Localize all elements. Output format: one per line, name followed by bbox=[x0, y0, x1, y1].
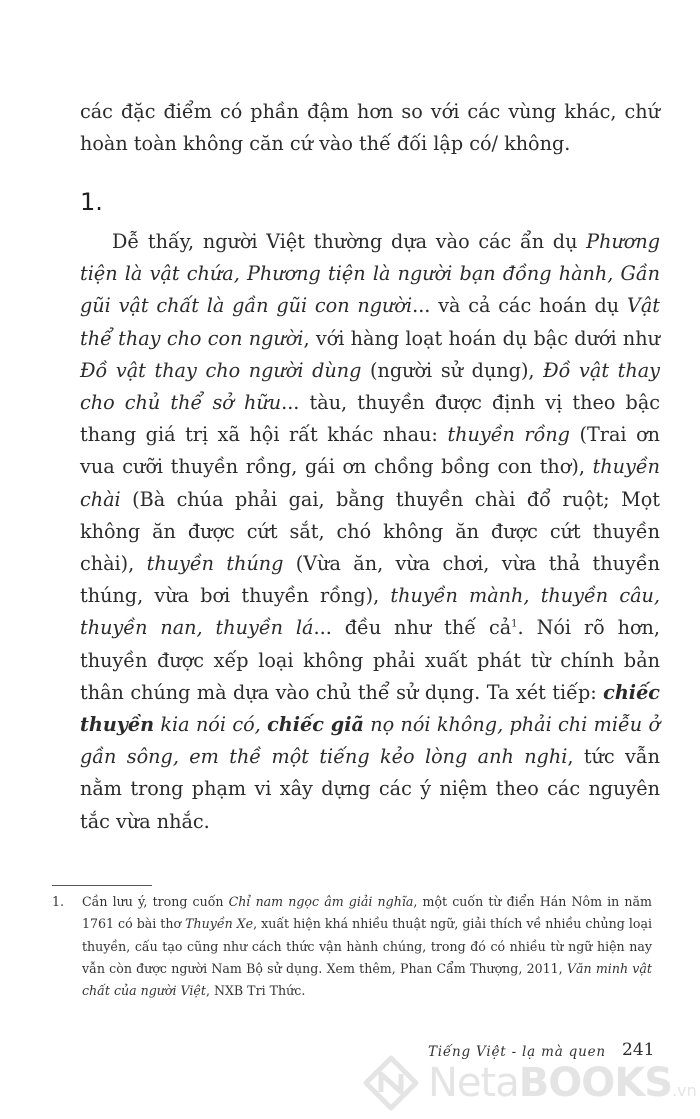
italic-run: Vật thể thay cho con người bbox=[80, 294, 660, 350]
text-run: ... đều như thế cả bbox=[313, 616, 512, 640]
watermark-tld: .vn bbox=[672, 1081, 697, 1100]
text-run: Cần lưu ý, trong cuốn bbox=[82, 894, 229, 909]
italic-run: Đồ vật thay cho người dùng bbox=[80, 358, 362, 382]
italic-run: thuyền mành, thuyền câu, thuyền nan, thuyền lá bbox=[80, 584, 660, 640]
footnote bbox=[52, 891, 652, 1002]
footnote-divider bbox=[52, 885, 152, 886]
text-run: (Bà chúa phải gai, bằng thuyền chài đổ ruột; Mọt không ăn được cứt sắt, chó không ăn được cứt thuyền chài), bbox=[80, 487, 660, 576]
text-run: Dễ thấy, người Việt thường dựa vào các ẩn dụ bbox=[112, 230, 587, 253]
text-run: , tức vẫn nằm trong phạm vi xây dựng các ý niệm theo các nguyên tắc vừa nhắc. bbox=[80, 745, 660, 833]
paragraph-continued: các đặc điểm có phần đậm hơn so với các vùng khác, chứ hoàn toàn không căn cứ vào thế đối lập có/ không. bbox=[80, 100, 660, 156]
bold-italic-run: chiếc giã bbox=[267, 713, 364, 737]
footnote-number: 1. bbox=[52, 894, 65, 909]
footnote-text bbox=[82, 891, 652, 1002]
text-run: . Nói rõ hơn, thuyền được xếp loại không phải xuất phát từ chính bản thân chúng mà dựa vào chủ thể sử dụng. Ta xét tiếp: bbox=[80, 616, 661, 704]
text-run: ... và cả các hoán dụ bbox=[412, 294, 627, 318]
footnote-ref[interactable]: 1 bbox=[511, 619, 518, 631]
italic-run: Phương tiện là vật chứa, Phương tiện là người bạn đồng hành, Gần gũi vật chất là gần gũi con người bbox=[80, 230, 660, 318]
italic-run: Thuyền Xe bbox=[185, 916, 254, 932]
text-run: (Vừa ăn, vừa chơi, vừa thả thuyền thúng, vừa bơi thuyền rồng), bbox=[80, 552, 660, 608]
text-run: , với hàng loạt hoán dụ bậc dưới như bbox=[303, 326, 660, 350]
text-run: , một cuốn từ điển Hán Nôm in năm 1761 có bài thơ bbox=[82, 894, 652, 932]
text-run: (Trai ơn vua cưỡi thuyền rồng, gái ơn chồng bồng con thơ), bbox=[80, 423, 660, 479]
watermark bbox=[362, 1052, 700, 1116]
italic-run: thuyền rồng bbox=[447, 423, 570, 447]
page-number: 241 bbox=[622, 1040, 655, 1060]
watermark-text-part: Neta bbox=[428, 1060, 519, 1106]
text-run: (người sử dụng), bbox=[361, 358, 544, 382]
running-head: Tiếng Việt - lạ mà quen bbox=[428, 1044, 606, 1060]
text-run: , xuất hiện khá nhiều thuật ngữ, giải thích về nhiều chủng loại thuyền, cấu tạo cũng như cách thức vận hành chúng, trong đó có nhiều từ ngữ hiện nay vẫn còn được người Nam Bộ sử dụng. Xem thêm, Phan Cẩm Thượng, 2011, bbox=[82, 916, 652, 976]
italic-run: Đồ vật thay cho chủ thể sở hữu bbox=[80, 358, 661, 415]
italic-run: Chỉ nam ngọc âm giải nghĩa bbox=[228, 894, 414, 909]
text-run: , NXB Tri Thức. bbox=[205, 983, 306, 999]
text-run: ... tàu, thuyền được định vị theo bậc thang giá trị xã hội rất khác nhau: bbox=[80, 391, 661, 447]
watermark-text bbox=[428, 1060, 697, 1106]
italic-run: nọ nói không, phải chi miễu ở gần sông, em thề một tiếng kẻo lòng anh nghi bbox=[80, 713, 660, 769]
section-heading: 1. bbox=[80, 188, 103, 216]
watermark-text-part: BOOKS bbox=[518, 1060, 673, 1106]
italic-run: kia nói có, bbox=[154, 713, 268, 737]
italic-run: thuyền thúng bbox=[146, 552, 284, 576]
paragraph-main bbox=[80, 226, 660, 838]
netabooks-logo-icon bbox=[362, 1054, 420, 1112]
italic-run: thuyền chài bbox=[80, 455, 660, 511]
bold-italic-run: chiếc thuyền bbox=[80, 680, 660, 737]
italic-run: Văn minh vật chất của người Việt bbox=[82, 960, 652, 999]
